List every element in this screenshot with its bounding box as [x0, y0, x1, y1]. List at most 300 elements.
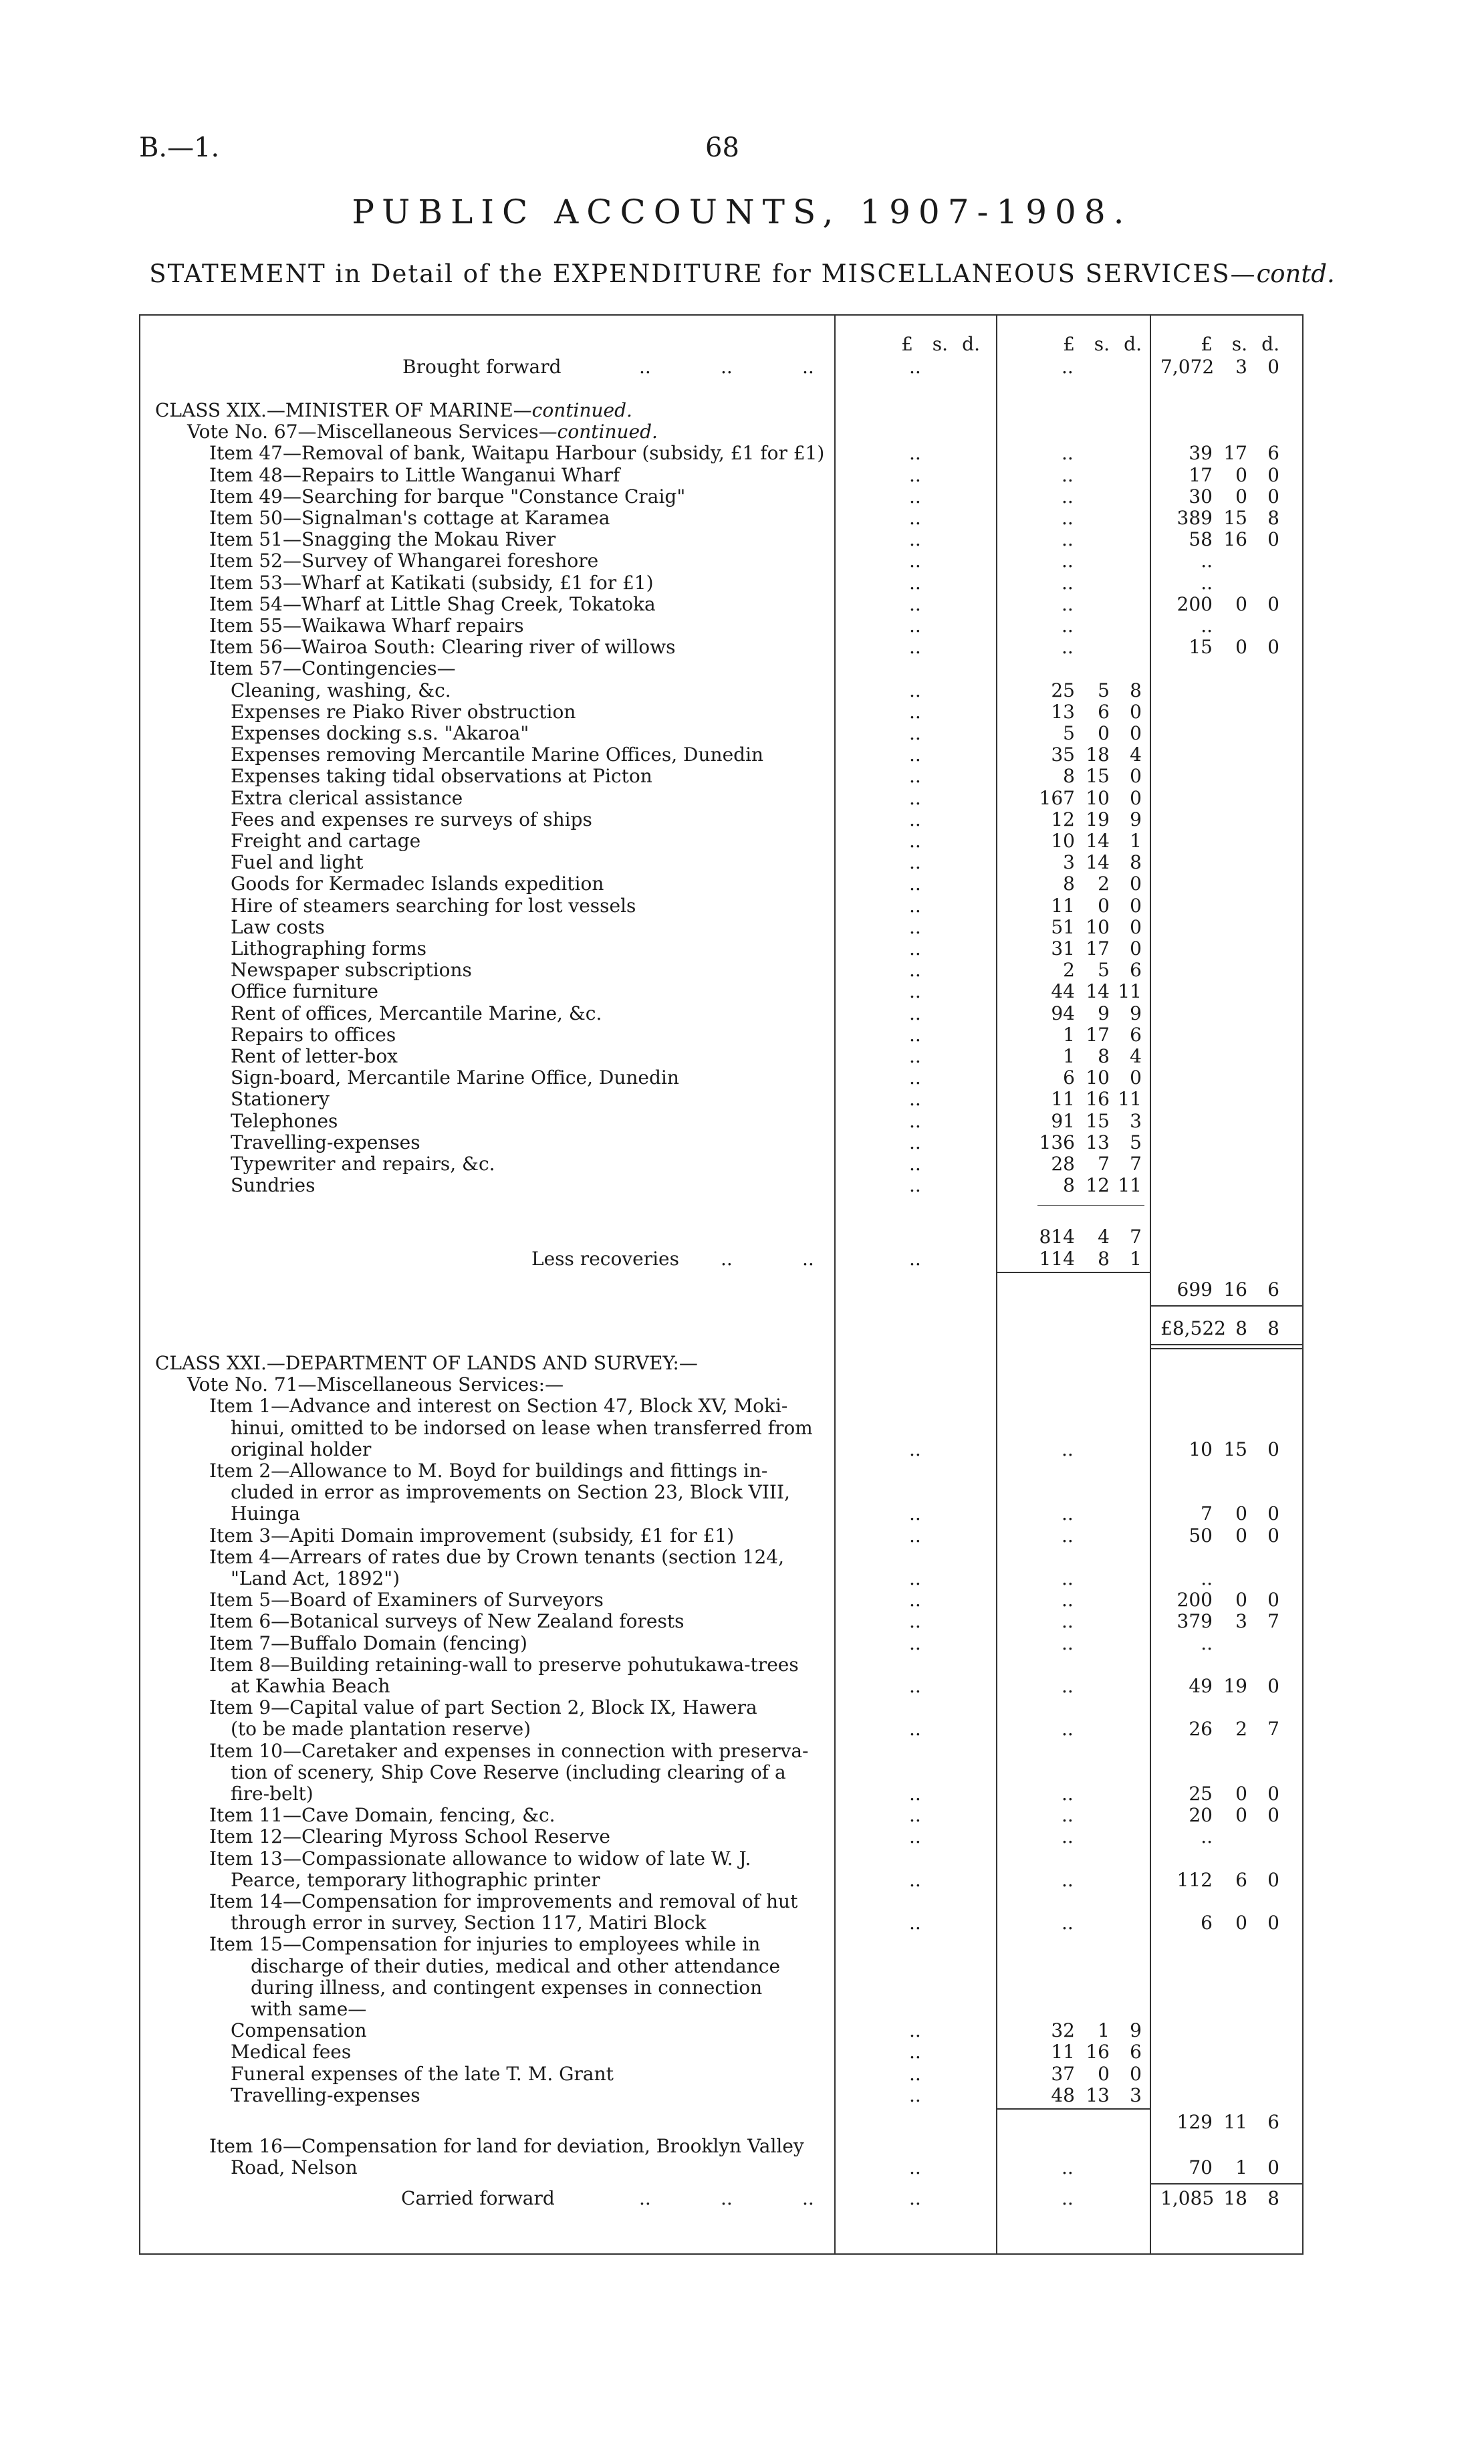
contingency-label: Sign-board, Mercantile Marine Office, Dunedin [231, 1067, 679, 1089]
item-amount-s [1213, 550, 1247, 572]
item-amount-s [1213, 572, 1247, 594]
item-row [0, 636, 1484, 658]
item-line [0, 1890, 1484, 1912]
class-total-amount [1160, 1317, 1279, 1339]
brought-forward-amount-l: 7,072 [1160, 356, 1215, 378]
item-amount-l: 200 [1177, 592, 1213, 615]
leader-dots: .. [1062, 1825, 1074, 1848]
contingency-amount-l: 28 [1051, 1153, 1075, 1175]
item-amount-s: 0 [1235, 1589, 1247, 1611]
contingency-amount-d: 11 [1118, 1174, 1142, 1197]
leader-dots: .. [639, 2187, 651, 2210]
carried-forward-rule [1150, 2183, 1302, 2185]
contingency-amount [1023, 808, 1142, 830]
contingency-amount-s: 10 [1086, 1067, 1110, 1089]
item-row [0, 528, 1484, 550]
contingency-amount-d: 3 [1130, 1109, 1142, 1132]
net-row [0, 1278, 1484, 1301]
item15-sub-label: Medical fees [231, 2041, 352, 2063]
item15-sub-amount-s: 16 [1086, 2041, 1110, 2063]
leader-dots: .. [909, 1783, 921, 1805]
item-amount [1160, 528, 1279, 550]
item-line [0, 1589, 1484, 1611]
item-amount-s: 17 [1223, 442, 1247, 465]
contingency-amount-s: 10 [1086, 915, 1110, 938]
item-label: cluded in error as improvements on Section 23, Block VIII, [231, 1481, 790, 1504]
contingency-amount-s: 15 [1086, 765, 1110, 788]
item15-line [0, 1977, 1484, 1999]
item15-sub-amount-d: 9 [1130, 2019, 1142, 2042]
item-row [0, 614, 1484, 637]
item-row [0, 485, 1484, 508]
item16-label: Road, Nelson [231, 2156, 358, 2179]
contingency-amount-s: 2 [1098, 873, 1110, 895]
leader-dots: .. [909, 1153, 921, 1175]
contingency-label: Expenses taking tidal observations at Picton [231, 765, 652, 788]
item-amount [1160, 550, 1279, 572]
item-amount-d: 0 [1267, 592, 1279, 615]
contingency-amount [1023, 701, 1142, 723]
item-amount-s: 0 [1235, 1804, 1247, 1827]
item-label: "Land Act, 1892") [231, 1567, 400, 1589]
class-total-row [0, 1317, 1484, 1339]
contingency-amount-s: 9 [1098, 1002, 1110, 1024]
item-amount-s: 0 [1235, 1502, 1247, 1525]
item-line [0, 1825, 1484, 1847]
item-line [0, 1460, 1484, 1482]
item15-sub-amount-l: 37 [1051, 2062, 1075, 2085]
col3-header-d: d. [1261, 333, 1279, 355]
carried-forward-amount [1160, 2187, 1279, 2209]
contingency-label: Goods for Kermadec Islands expedition [231, 873, 604, 895]
leader-dots: .. [909, 1023, 921, 1046]
item-amount-d [1247, 1567, 1279, 1589]
contingency-amount-d: 8 [1130, 679, 1142, 701]
leader-dots: .. [909, 1088, 921, 1111]
item-amount-s: 0 [1235, 1912, 1247, 1934]
leader-dots: .. [909, 2019, 921, 2042]
contingency-label: Stationery [231, 1088, 330, 1111]
item-amount-s [1213, 1632, 1247, 1654]
subtotal-row [0, 1226, 1484, 1248]
item-row [0, 507, 1484, 529]
item-label: Item 4—Arrears of rates due by Crown tenants (section 124, [209, 1545, 784, 1568]
item-label: (to be made plantation reserve) [231, 1718, 531, 1741]
italic-suffix: continued. [557, 421, 658, 443]
contingency-row [0, 765, 1484, 787]
leader-dots: .. [909, 915, 921, 938]
item-amount-l: 389 [1177, 507, 1213, 529]
leader-dots: .. [909, 744, 921, 766]
item-line [0, 1761, 1484, 1783]
item-amount [1160, 1589, 1279, 1611]
leader-dots: .. [1062, 442, 1074, 465]
item15-total-amount-s: 11 [1223, 2111, 1247, 2133]
item15-rule [996, 2108, 1150, 2110]
item-amount-l: 25 [1189, 1783, 1213, 1805]
contingency-row [0, 1002, 1484, 1024]
leader-dots: .. [1062, 1912, 1074, 1934]
class-xix-vote [0, 421, 1484, 443]
leader-dots: .. [1062, 614, 1074, 637]
col3-header-s: s. [1231, 333, 1247, 355]
item-amount-d: 0 [1267, 1502, 1279, 1525]
item-amount-d: 0 [1267, 1438, 1279, 1460]
class-xxi-vote [0, 1373, 1484, 1395]
leader-dots: .. [909, 636, 921, 659]
item-line [0, 1502, 1484, 1525]
leader-dots: .. [909, 679, 921, 701]
item-amount [1160, 464, 1279, 486]
contingency-amount-d: 0 [1130, 722, 1142, 744]
item-amount-l: 17 [1189, 463, 1213, 486]
item15-line [0, 1955, 1484, 1977]
item-amount-d: 0 [1267, 1675, 1279, 1697]
leader-dots: .. [909, 1567, 921, 1589]
leader-dots: .. [909, 1247, 921, 1270]
contingency-amount [1023, 851, 1142, 873]
item-amount [1160, 572, 1279, 594]
item15-line [0, 1998, 1484, 2020]
contingency-amount-s: 14 [1086, 980, 1110, 1003]
item-amount-d: 8 [1267, 507, 1279, 529]
vote-heading: Vote No. 71—Miscellaneous Services:— [187, 1373, 564, 1396]
leader-dots: .. [1062, 571, 1074, 594]
contingency-amount-d: 9 [1130, 1002, 1142, 1024]
column-header-row [0, 333, 1484, 355]
contingency-amount-l: 136 [1039, 1131, 1075, 1153]
item-amount-s [1213, 614, 1247, 637]
contingency-amount-d: 4 [1130, 1045, 1142, 1067]
leader-dots: .. [909, 1825, 921, 1848]
contingency-amount-s: 5 [1098, 959, 1110, 982]
leader-dots: .. [909, 485, 921, 508]
carried-forward-amount-d: 8 [1267, 2187, 1279, 2210]
less-recoveries-row [0, 1248, 1484, 1270]
item-amount [1160, 1675, 1279, 1697]
item-amount-d: 0 [1267, 463, 1279, 486]
item-amount-d [1247, 1632, 1279, 1654]
item-amount [1160, 1632, 1279, 1654]
item15-sub-amount-d: 0 [1130, 2062, 1142, 2085]
leader-dots: .. [1062, 463, 1074, 486]
contingency-amount-l: 5 [1063, 722, 1075, 744]
contingency-label: Repairs to offices [231, 1023, 396, 1046]
page-number: 68 [705, 132, 739, 163]
item-label: Item 53—Wharf at Katikati (subsidy, £1 for £1) [209, 571, 654, 594]
net-amount-s: 16 [1223, 1278, 1247, 1301]
item-line [0, 1783, 1484, 1805]
item-line [0, 1718, 1484, 1740]
item-amount-l: .. [1201, 1567, 1213, 1589]
item-line [0, 1696, 1484, 1718]
table-top-rule [139, 314, 1304, 316]
item-amount [1160, 1825, 1279, 1847]
item-amount [1160, 1567, 1279, 1589]
item16-label: Item 16—Compensation for land for deviation, Brooklyn Valley [209, 2135, 804, 2157]
less-recoveries-amount [1023, 1248, 1142, 1270]
leader-dots: .. [1062, 2156, 1074, 2179]
contingency-row [0, 744, 1484, 766]
contingency-amount-s: 0 [1098, 722, 1110, 744]
leader-dots: .. [1062, 1783, 1074, 1805]
item-line [0, 1804, 1484, 1826]
contingency-row [0, 1088, 1484, 1110]
contingency-amount-s: 17 [1086, 1023, 1110, 1046]
contingency-amount [1023, 873, 1142, 895]
leader-dots: .. [1062, 507, 1074, 529]
item-label: Item 54—Wharf at Little Shag Creek, Tokatoka [209, 592, 656, 615]
leader-dots: .. [909, 2062, 921, 2085]
item-amount-d: 0 [1267, 1524, 1279, 1547]
contingency-amount-s: 0 [1098, 894, 1110, 917]
italic-suffix: continued. [531, 399, 632, 421]
item-amount-s: 6 [1235, 1868, 1247, 1891]
item-amount [1160, 1869, 1279, 1891]
contingency-amount-d: 4 [1130, 744, 1142, 766]
leader-dots: .. [1062, 2187, 1074, 2210]
item-amount [1160, 1804, 1279, 1826]
leader-dots: .. [1062, 1868, 1074, 1891]
col2-header-s: s. [1094, 333, 1110, 355]
item-amount-s: 0 [1235, 592, 1247, 615]
contingency-label: Expenses removing Mercantile Marine Offices, Dunedin [231, 744, 764, 766]
contingency-label: Travelling-expenses [231, 1131, 420, 1153]
leader-dots: .. [909, 1067, 921, 1089]
leader-dots: .. [909, 2156, 921, 2179]
contingency-label: Office furniture [231, 980, 378, 1003]
item-amount-d [1247, 1825, 1279, 1847]
item-amount-d [1247, 550, 1279, 572]
item-amount-l: 112 [1177, 1868, 1213, 1891]
contingency-amount-s: 12 [1086, 1174, 1110, 1197]
item-label: Item 7—Buffalo Domain (fencing) [209, 1632, 527, 1654]
leader-dots: .. [1062, 1589, 1074, 1611]
leader-dots: .. [909, 786, 921, 809]
item16-line [0, 2156, 1484, 2178]
contingency-row [0, 1153, 1484, 1175]
contingency-amount-l: 2 [1063, 959, 1075, 982]
contingency-amount-d: 6 [1130, 959, 1142, 982]
contingency-amount [1023, 765, 1142, 787]
item15-sub-amount-s: 1 [1098, 2019, 1110, 2042]
leader-dots: .. [909, 1174, 921, 1197]
class-heading: CLASS XXI.—DEPARTMENT OF LANDS AND SURVEY:— [155, 1352, 698, 1374]
contingency-label: Expenses docking s.s. "Akaroa" [231, 722, 529, 744]
carried-forward-row [0, 2187, 1484, 2209]
leader-dots: .. [639, 356, 651, 378]
contingency-row [0, 1131, 1484, 1153]
leader-dots: .. [1062, 1567, 1074, 1589]
leader-dots: .. [1062, 592, 1074, 615]
item-amount-s: 0 [1235, 463, 1247, 486]
item-amount-d [1247, 614, 1279, 637]
leader-dots: .. [909, 1912, 921, 1934]
contingency-row [0, 873, 1484, 895]
contingency-amount-s: 10 [1086, 786, 1110, 809]
item-amount-l: .. [1201, 550, 1213, 572]
contingency-amount [1023, 722, 1142, 744]
item15-sub-label: Funeral expenses of the late T. M. Grant [231, 2062, 614, 2085]
leader-dots: .. [909, 1718, 921, 1741]
item-amount-l: .. [1201, 571, 1213, 594]
item16-amount-d: 0 [1267, 2156, 1279, 2179]
item-line [0, 1395, 1484, 1417]
contingency-amount-l: 167 [1039, 786, 1075, 809]
item-amount-l: 379 [1177, 1610, 1213, 1633]
contingency-row [0, 722, 1484, 744]
item15-label: discharge of their duties, medical and other attendance [251, 1954, 781, 1977]
item-label: original holder [231, 1438, 372, 1460]
contingency-amount [1023, 1153, 1142, 1175]
contingency-row [0, 937, 1484, 960]
item-amount-d: 0 [1267, 1912, 1279, 1934]
contingency-amount-d: 0 [1130, 786, 1142, 809]
item-amount [1160, 614, 1279, 637]
contingency-row [0, 701, 1484, 723]
item-amount-d: 7 [1267, 1718, 1279, 1741]
leader-dots: .. [909, 614, 921, 637]
item-amount-s: 2 [1235, 1718, 1247, 1741]
item-amount-s: 0 [1235, 636, 1247, 659]
contingency-amount-s: 7 [1098, 1153, 1110, 1175]
contingency-row [0, 830, 1484, 852]
contingency-amount-s: 14 [1086, 830, 1110, 852]
contingency-label: Telephones [231, 1109, 338, 1132]
contingency-amount-l: 35 [1051, 744, 1075, 766]
item-amount [1160, 1783, 1279, 1805]
leader-dots: .. [909, 959, 921, 982]
contingency-amount [1023, 980, 1142, 1002]
contingency-amount-d: 6 [1130, 1023, 1142, 1046]
item-label: Item 1—Advance and interest on Section 47, Block XV, Moki- [209, 1395, 788, 1418]
leader-dots: .. [909, 765, 921, 788]
leader-dots: .. [909, 1675, 921, 1697]
contingency-label: Extra clerical assistance [231, 786, 463, 809]
item-line [0, 1869, 1484, 1891]
item-label: Item 3—Apiti Domain improvement (subsidy, £1 for £1) [209, 1524, 735, 1547]
item-amount [1160, 507, 1279, 529]
contingency-label: Freight and cartage [231, 830, 421, 852]
col2-header [1023, 333, 1142, 355]
contingency-amount [1023, 1067, 1142, 1089]
item-amount-l: 10 [1189, 1438, 1213, 1460]
contingency-amount-d: 0 [1130, 937, 1142, 960]
item-label: hinui, omitted to be indorsed on lease when transferred from [231, 1416, 813, 1439]
contingency-label: Fees and expenses re surveys of ships [231, 808, 592, 830]
contingency-amount-d: 5 [1130, 1131, 1142, 1153]
leader-dots: .. [909, 2084, 921, 2106]
item-amount-s: 0 [1235, 1524, 1247, 1547]
recoveries-rule [996, 1272, 1150, 1273]
contingency-amount-d: 0 [1130, 894, 1142, 917]
contingency-amount-d: 1 [1130, 830, 1142, 852]
contingency-row [0, 1067, 1484, 1089]
contingency-amount-d: 0 [1130, 1067, 1142, 1089]
item-label: Pearce, temporary lithographic printer [231, 1868, 600, 1891]
contingency-amount-s: 6 [1098, 700, 1110, 723]
vote-heading: Vote No. 67—Miscellaneous Services—continued. [187, 421, 658, 443]
item-amount-d: 0 [1267, 1589, 1279, 1611]
leader-dots: .. [909, 937, 921, 960]
contingency-row [0, 851, 1484, 873]
item-amount [1160, 1525, 1279, 1547]
leader-dots: .. [909, 1438, 921, 1460]
contingency-amount [1023, 937, 1142, 960]
item-label: Item 11—Cave Domain, fencing, &c. [209, 1804, 555, 1827]
item15-sub-amount-d: 6 [1130, 2041, 1142, 2063]
item15-label: with same— [251, 1998, 367, 2020]
brought-forward-amount-s: 3 [1235, 356, 1247, 378]
leader-dots: .. [802, 1247, 814, 1270]
contingency-amount-l: 8 [1063, 765, 1075, 788]
item-amount-d: 0 [1267, 485, 1279, 508]
item-amount-l: 20 [1189, 1804, 1213, 1827]
contingency-label: Law costs [231, 915, 325, 938]
item15-label: during illness, and contingent expenses in connection [251, 1976, 763, 1999]
subtitle-main: STATEMENT in Detail of the EXPENDITURE for MISCELLANEOUS SERVICES— [149, 259, 1257, 288]
item-label: Item 6—Botanical surveys of New Zealand forests [209, 1610, 685, 1633]
item-amount-s: 16 [1223, 528, 1247, 551]
item15-sub-amount [1023, 2041, 1142, 2063]
leader-dots: .. [1062, 1675, 1074, 1697]
contingency-amount-d: 0 [1130, 915, 1142, 938]
contingency-amount [1023, 744, 1142, 766]
item15-sub-row [0, 2084, 1484, 2106]
item-amount-s [1213, 1567, 1247, 1589]
item15-sub-row [0, 2063, 1484, 2085]
contingency-amount-d: 0 [1130, 700, 1142, 723]
brought-forward-label: Brought forward [402, 356, 562, 378]
item-label: Item 51—Snagging the Mokau River [209, 528, 556, 551]
contingency-label: Rent of offices, Mercantile Marine, &c. [231, 1002, 602, 1024]
col3-header [1160, 333, 1279, 355]
leader-dots: .. [909, 1131, 921, 1153]
contingency-amount-d: 11 [1118, 1088, 1142, 1111]
item-amount-s: 15 [1223, 1438, 1247, 1460]
item-amount-s [1213, 1825, 1247, 1847]
contingency-amount-d: 8 [1130, 851, 1142, 874]
leader-dots: .. [909, 528, 921, 551]
item-line [0, 1438, 1484, 1460]
contingency-amount-s: 16 [1086, 1088, 1110, 1111]
contingency-amount [1023, 830, 1142, 852]
item-row [0, 572, 1484, 594]
item-amount-l: 50 [1189, 1524, 1213, 1547]
leader-dots: .. [909, 356, 921, 378]
contingency-amount-l: 3 [1063, 851, 1075, 874]
contingency-amount-l: 94 [1051, 1002, 1075, 1024]
item-amount [1160, 1438, 1279, 1460]
item-amount-l: 15 [1189, 636, 1213, 659]
contingency-amount [1023, 895, 1142, 917]
item-amount-l: 30 [1189, 485, 1213, 508]
less-recoveries-amount-s: 8 [1098, 1247, 1110, 1270]
item-label: at Kawhia Beach [231, 1675, 390, 1697]
carried-forward-label: Carried forward [401, 2187, 555, 2210]
leader-dots: .. [1062, 1502, 1074, 1525]
leader-dots: .. [1062, 1718, 1074, 1741]
item-label: Item 2—Allowance to M. Boyd for buildings and fittings in- [209, 1460, 768, 1482]
item15-line [0, 1933, 1484, 1955]
col1-header-d: d. [962, 333, 980, 355]
item-amount-s: 19 [1223, 1675, 1247, 1697]
leader-dots: .. [909, 571, 921, 594]
item15-sub-amount-l: 11 [1051, 2041, 1075, 2063]
col2-header-l: £ [1063, 333, 1075, 355]
item-amount-d: 0 [1267, 528, 1279, 551]
contingency-amount-l: 25 [1051, 679, 1075, 701]
